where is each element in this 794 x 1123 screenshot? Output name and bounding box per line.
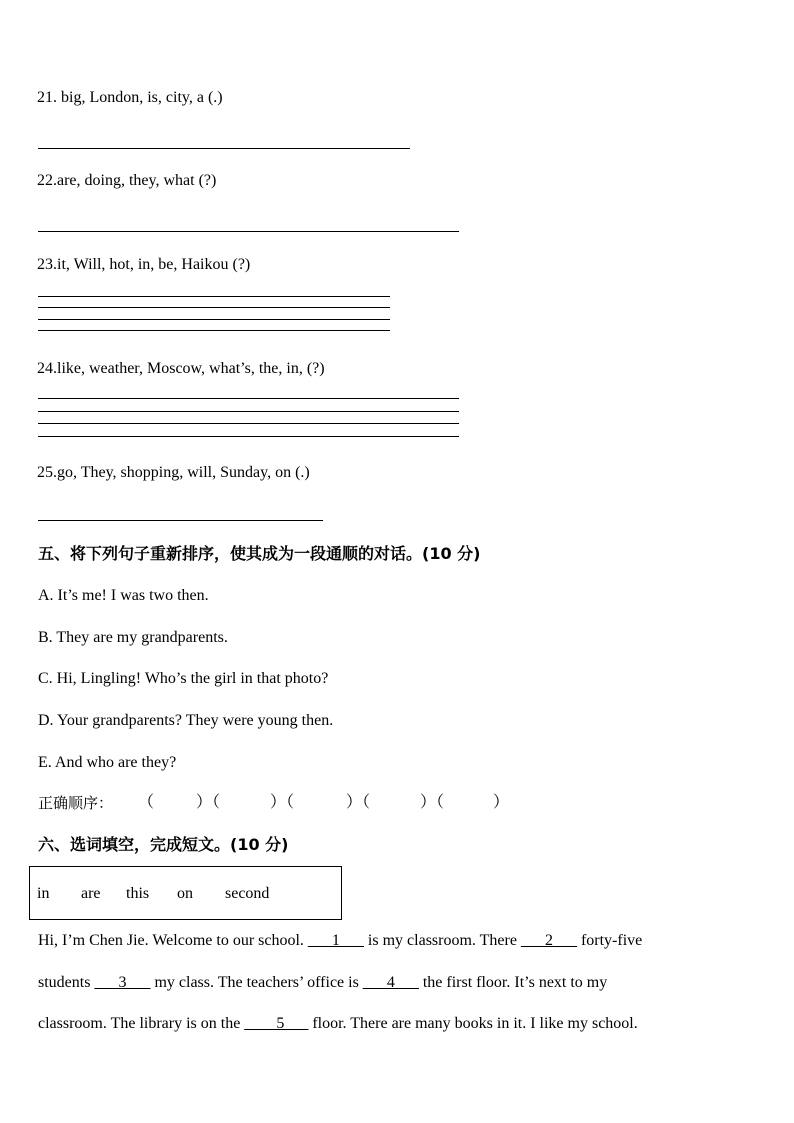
question-23: [37, 255, 250, 275]
order-label: 正确顺序：: [38, 794, 114, 812]
order-paren-open: （: [138, 794, 155, 811]
answer-line[interactable]: [38, 330, 390, 331]
question-25: [37, 463, 310, 483]
answer-line[interactable]: [38, 231, 459, 232]
passage-text: my class. The teachers’ office is: [150, 974, 363, 991]
passage-text: the first floor. It’s next to my: [418, 974, 608, 991]
order-paren-sep[interactable]: ）（: [346, 794, 371, 811]
question-22: [37, 171, 216, 191]
passage-line-1: [38, 931, 642, 951]
question-number: 21: [37, 89, 53, 106]
option-e: E. And who are they?: [38, 754, 177, 771]
question-number: 22: [37, 172, 53, 189]
passage-text: is my classroom. There: [363, 932, 521, 949]
order-answer-row: [38, 793, 113, 814]
passage-text: Hi, I’m Chen Jie. Welcome to our school.: [38, 932, 308, 949]
blank-3[interactable]: ___3___: [94, 974, 151, 991]
word-bank-item: second: [225, 885, 270, 902]
word-bank-item: on: [177, 885, 193, 902]
passage-line-2: [38, 973, 607, 993]
passage-text: forty-five: [576, 932, 643, 949]
question-text: . big, London, is, city, a (.): [53, 89, 223, 106]
answer-line[interactable]: [38, 148, 410, 149]
option-d: D. Your grandparents? They were young then.: [38, 712, 334, 729]
order-paren-sep[interactable]: ）（: [270, 794, 295, 811]
passage-text: classroom. The library is on the: [38, 1015, 245, 1032]
word-bank-item: this: [126, 885, 150, 902]
question-text: .go, They, shopping, will, Sunday, on (.): [53, 464, 310, 481]
passage-text: students: [38, 974, 95, 991]
section-5-title: 五、将下列句子重新排序，使其成为一段通顺的对话。(10 分): [38, 544, 481, 563]
question-21: [37, 88, 223, 108]
question-text: .like, weather, Moscow, what’s, the, in, (?): [53, 360, 325, 377]
answer-line[interactable]: [38, 423, 459, 424]
order-paren-close: ）: [493, 794, 510, 811]
question-number: 24: [37, 360, 53, 377]
answer-line[interactable]: [38, 436, 459, 437]
answer-line[interactable]: [38, 520, 323, 521]
option-b: B. They are my grandparents.: [38, 629, 228, 646]
option-c: C. Hi, Lingling! Who’s the girl in that photo?: [38, 670, 329, 687]
answer-line[interactable]: [38, 307, 390, 308]
passage-line-3: [38, 1014, 638, 1034]
question-number: 23: [37, 256, 53, 273]
blank-5[interactable]: ____5___: [244, 1015, 309, 1032]
answer-line[interactable]: [38, 319, 390, 320]
blank-1[interactable]: ___1___: [307, 932, 364, 949]
word-bank-item: are: [81, 885, 101, 902]
answer-line[interactable]: [38, 296, 390, 297]
passage-text: floor. There are many books in it. I like my school.: [308, 1015, 638, 1032]
section-6-title: 六、选词填空，完成短文。(10 分): [38, 835, 289, 854]
word-bank-item: in: [37, 885, 50, 902]
answer-line[interactable]: [38, 411, 459, 412]
answer-line[interactable]: [38, 398, 459, 399]
question-text: .it, Will, hot, in, be, Haikou (?): [53, 256, 251, 273]
word-bank-box: [29, 866, 342, 920]
question-text: .are, doing, they, what (?): [53, 172, 217, 189]
blank-4[interactable]: ___4___: [362, 974, 419, 991]
blank-2[interactable]: ___2___: [520, 932, 577, 949]
question-number: 25: [37, 464, 53, 481]
question-24: [37, 359, 325, 379]
order-paren-sep[interactable]: ）（: [420, 794, 445, 811]
option-a: A. It’s me! I was two then.: [38, 587, 209, 604]
order-paren-sep[interactable]: ）（: [196, 794, 221, 811]
